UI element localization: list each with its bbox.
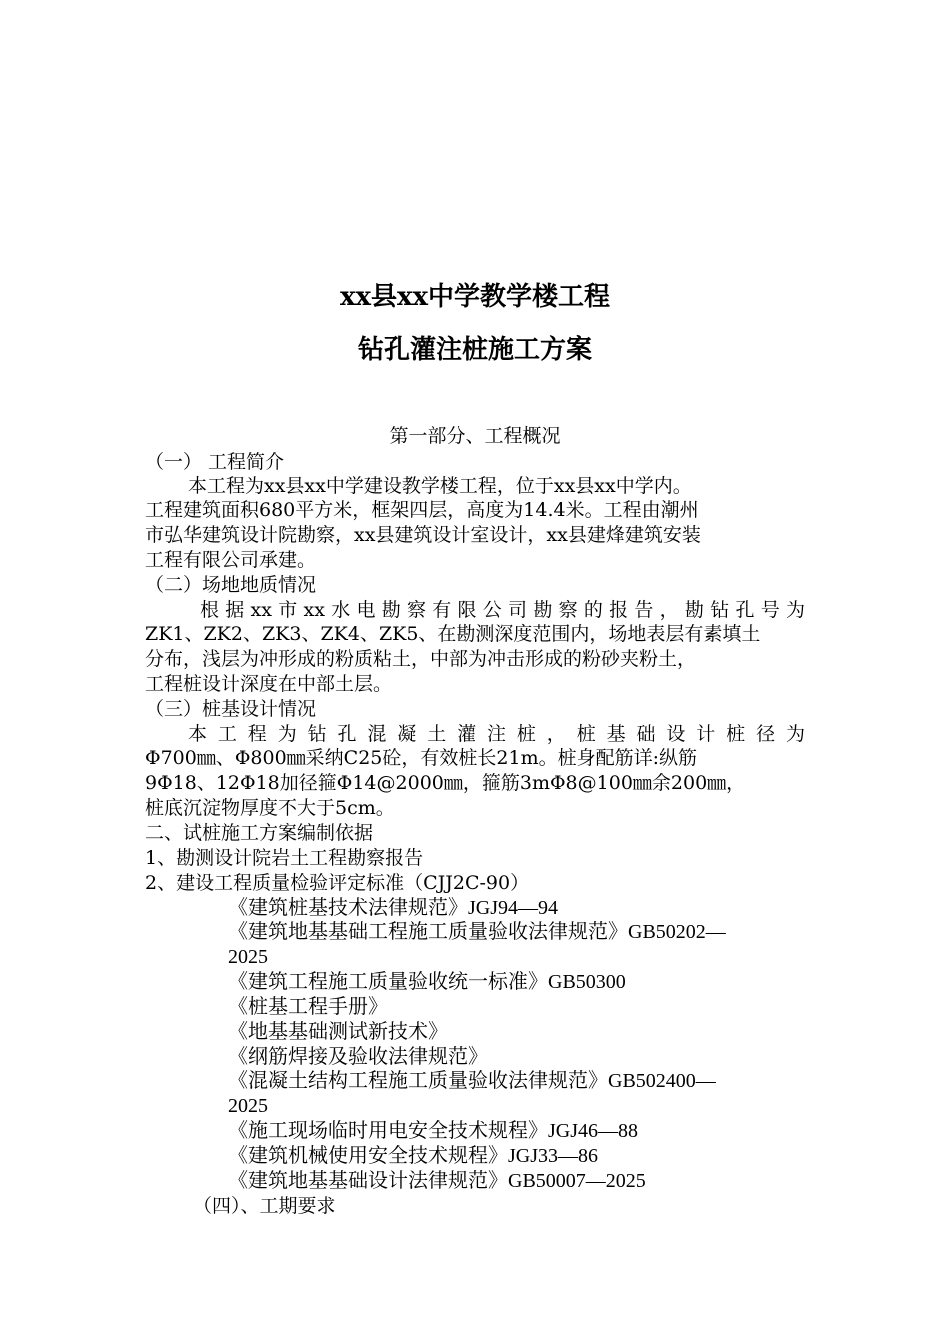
sec1-line-1: 本工程为xx县xx中学建设教学楼工程，位于xx县xx中学内。 (188, 475, 692, 497)
sec3-heading: （三）桩基设计情况 (145, 698, 317, 720)
sec3-line-3: 9Φ18、12Φ18加径箍Φ14@2000㎜，箍筋3mΦ8@100㎜余200㎜， (145, 772, 746, 794)
reference-item: 《建筑桩基技术法律规范》JGJ94—94 (228, 897, 559, 919)
sec1-line-4: 工程有限公司承建。 (145, 549, 317, 571)
reference-item: 《施工现场临时用电安全技术规程》JGJ46—88 (228, 1120, 639, 1142)
sec1-line-2: 工程建筑面积680平方米，框架四层，高度为14.4米。工程由潮州 (145, 499, 699, 521)
document-title-line2: 钻孔灌注桩施工方案 (357, 335, 592, 365)
part1-heading: 第一部分、工程概况 (389, 425, 561, 447)
sec3-line-4: 桩底沉淀物厚度不大于5cm。 (145, 797, 395, 819)
reference-item: 2025 (228, 1095, 268, 1117)
sec2-heading: （二）场地地质情况 (145, 574, 317, 596)
reference-item: 2025 (228, 946, 268, 968)
reference-item: 《地基基础测试新技术》 (228, 1021, 448, 1043)
reference-item: 《建筑机械使用安全技术规程》JGJ33—86 (228, 1145, 599, 1167)
reference-item: 《建筑地基基础设计法律规范》GB50007—2025 (228, 1170, 646, 1192)
reference-item: 《纲筋焊接及验收法律规范》 (228, 1046, 488, 1068)
sec3-line-1: 本工程为钻孔混凝土灌注桩，桩基础设计桩径为 (188, 723, 805, 745)
reference-item: 《建筑地基基础工程施工质量验收法律规范》GB50202— (228, 921, 726, 943)
reference-item: 《建筑工程施工质量验收统一标准》GB50300 (228, 971, 626, 993)
sec2-line-1: 根据xx市xx水电勘察有限公司勘察的报告，勘钻孔号为 (200, 599, 805, 621)
part2-item-1: 1、勘测设计院岩土工程勘察报告 (145, 847, 424, 869)
sec2-line-2: ZK1、ZK2、ZK3、ZK4、ZK5、在勘测深度范围内，场地表层有素填土 (145, 623, 761, 645)
sec3-line-2: Φ700㎜、Φ800㎜采纳C25砼，有效桩长21m。桩身配筋详:纵筋 (145, 747, 697, 769)
part2-item-2: 2、建设工程质量检验评定标准（CJJ2C-90） (145, 872, 530, 894)
part2-heading: 二、试桩施工方案编制依据 (145, 822, 374, 844)
document-title-line1: xx县xx中学教学楼工程 (339, 282, 610, 312)
sec2-line-3: 分布，浅层为冲形成的粉质粘土，中部为冲击形成的粉砂夹粉土， (145, 648, 697, 670)
sec4-heading: （四）、工期要求 (193, 1195, 336, 1217)
reference-item: 《桩基工程手册》 (228, 996, 388, 1018)
sec2-line-4: 工程桩设计深度在中部土层。 (145, 673, 393, 695)
sec1-line-3: 市弘华建筑设计院勘察，xx县建筑设计室设计，xx县建烽建筑安装 (145, 524, 701, 546)
reference-item: 《混凝土结构工程施工质量验收法律规范》GB502400— (228, 1070, 716, 1092)
sec1-heading: （一） 工程简介 (145, 451, 285, 473)
